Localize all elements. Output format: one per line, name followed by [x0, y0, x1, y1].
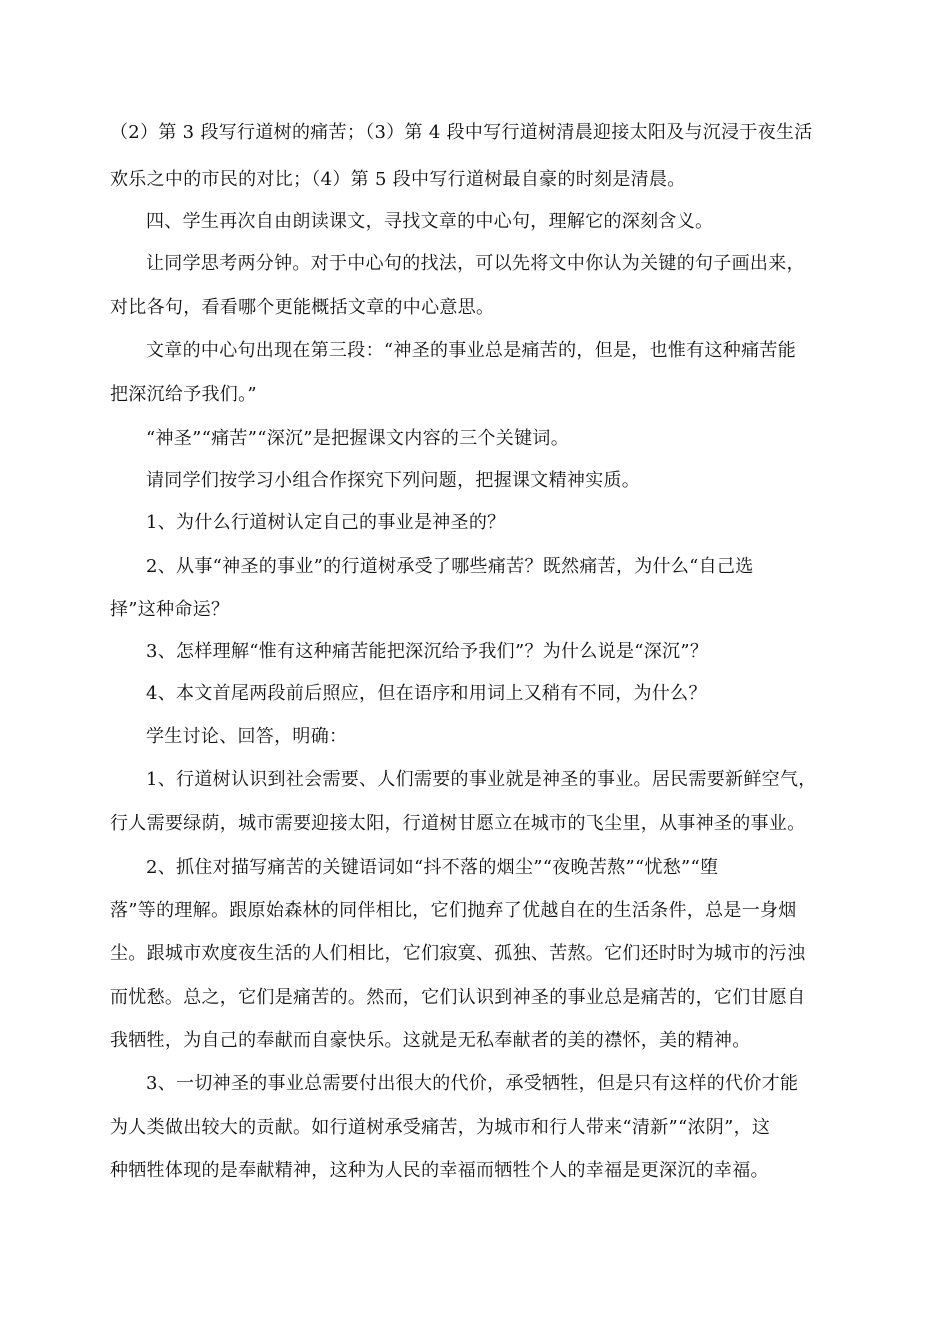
- text-line: 请同学们按学习小组合作探究下列问题，把握课文精神实质。: [146, 470, 641, 491]
- answer-item: 1、行道树认识到社会需要、人们需要的事业就是神圣的事业。居民需要新鲜空气，: [146, 769, 817, 790]
- text-line: 让同学思考两分钟。对于中心句的找法，可以先将文中你认为关键的句子画出来，: [146, 253, 805, 274]
- text-line: 对比各句，看看哪个更能概括文章的中心意思。: [110, 297, 495, 318]
- text-line: 落”等的理解。跟原始森林的同伴相比，它们抛弃了优越自在的生活条件，总是一身烟: [110, 900, 797, 921]
- text-line: 种牺牲体现的是奉献精神，这种为人民的幸福而牺牲个人的幸福是更深沉的幸福。: [110, 1160, 769, 1181]
- question-item: 4、本文首尾两段前后照应，但在语序和用词上又稍有不同，为什么？: [146, 683, 707, 704]
- text-line: 欢乐之中的市民的对比；（4）第 5 段中写行道树最自豪的时刻是清晨。: [110, 169, 686, 190]
- question-item: 3、怎样理解“惟有这种痛苦能把深沉给予我们”？为什么说是“深沉”？: [146, 641, 709, 662]
- text-line: （2）第 3 段写行道树的痛苦；（3）第 4 段中写行道树清晨迎接太阳及与沉浸于夜生活: [110, 122, 813, 143]
- text-line: 文章的中心句出现在第三段：“神圣的事业总是痛苦的，但是，也惟有这种痛苦能: [146, 340, 796, 361]
- text-line: 择”这种命运？: [110, 599, 230, 620]
- text-line: 而忧愁。总之，它们是痛苦的。然而，它们认识到神圣的事业总是痛苦的，它们甘愿自: [110, 987, 806, 1008]
- section-heading: 四、学生再次自由朗读课文，寻找文章的中心句，理解它的深刻含义。: [146, 211, 714, 232]
- text-line: 尘。跟城市欢度夜生活的人们相比，它们寂寞、孤独、苦熬。它们还时时为城市的污浊: [110, 943, 806, 964]
- text-line: 我牺牲，为自己的奉献而自豪快乐。这就是无私奉献者的美的襟怀，美的精神。: [110, 1030, 751, 1051]
- text-line: 为人类做出较大的贡献。如行道树承受痛苦，为城市和行人带来“清新”“浓阴”，这: [110, 1117, 771, 1138]
- answer-item: 3、一切神圣的事业总需要付出很大的代价，承受牺牲，但是只有这样的代价才能: [146, 1073, 799, 1094]
- text-line: 学生讨论、回答，明确：: [146, 726, 348, 747]
- text-line: “神圣”“痛苦”“深沉”是把握课文内容的三个关键词。: [146, 428, 570, 449]
- text-line: 行人需要绿荫，城市需要迎接太阳，行道树甘愿立在城市的飞尘里，从事神圣的事业。: [110, 813, 806, 834]
- answer-item: 2、抓住对描写痛苦的关键语词如“抖不落的烟尘”“夜晚苦熬”“忧愁”“堕: [146, 857, 719, 878]
- question-item: 2、从事“神圣的事业”的行道树承受了哪些痛苦？既然痛苦，为什么“自己选: [146, 556, 754, 577]
- question-item: 1、为什么行道树认定自己的事业是神圣的？: [146, 512, 506, 533]
- text-line: 把深沉给予我们。”: [110, 384, 257, 405]
